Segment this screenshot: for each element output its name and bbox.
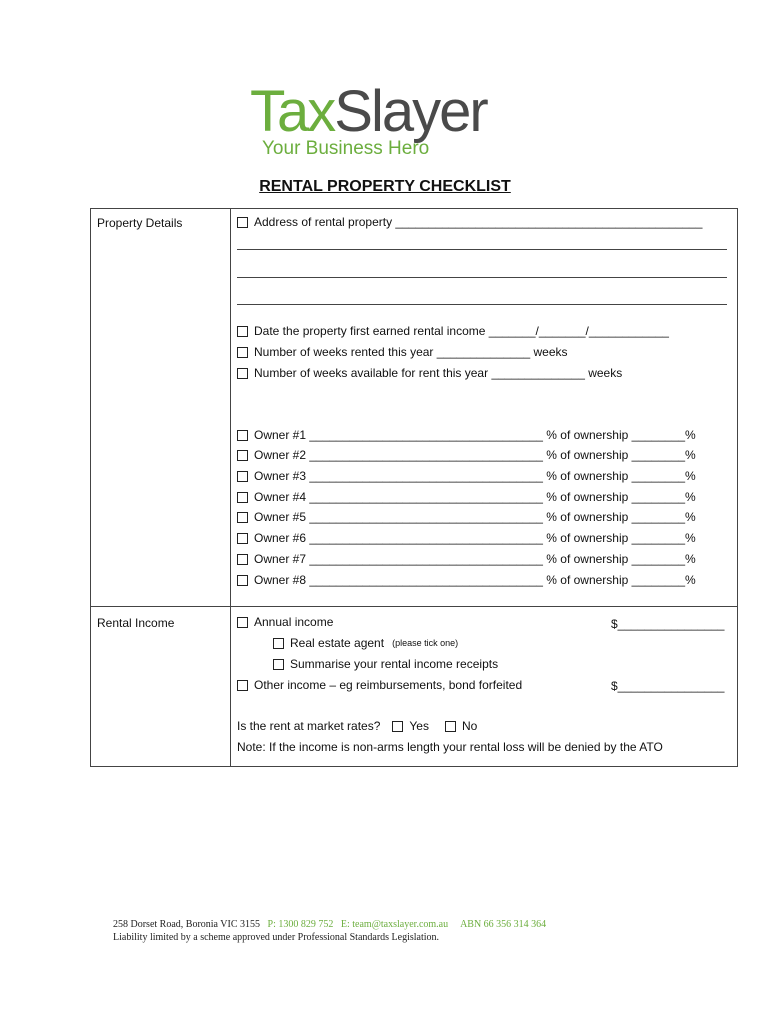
date-first-earned-row: [237, 324, 669, 338]
footer: [113, 918, 546, 944]
owner-6-label: Owner #6 ___________________________________ % of ownership ________%: [254, 531, 696, 545]
weeks-rented-checkbox[interactable]: [237, 347, 248, 358]
market-rate-yes-checkbox[interactable]: [392, 721, 403, 732]
owner-2-label: Owner #2 ___________________________________ % of ownership ________%: [254, 448, 696, 462]
please-tick-note: (please tick one): [392, 638, 459, 648]
logo-tax: Tax: [250, 79, 335, 144]
owner-8-label: Owner #8 ___________________________________ % of ownership ________%: [254, 573, 696, 587]
annual-income-label: Annual income: [254, 615, 334, 629]
address-line-3[interactable]: [237, 277, 727, 278]
footer-phone: P: 1300 829 752: [267, 919, 334, 930]
other-income-row: [237, 678, 522, 692]
owner-1-checkbox[interactable]: [237, 430, 248, 441]
owner-8-checkbox[interactable]: [237, 575, 248, 586]
annual-income-checkbox[interactable]: [237, 617, 248, 628]
owner-row: [237, 573, 696, 587]
owner-4-label: Owner #4 ___________________________________ % of ownership ________%: [254, 490, 696, 504]
logo-tagline: Your Business Hero: [262, 138, 430, 159]
owner-5-label: Owner #5 ___________________________________ % of ownership ________%: [254, 510, 696, 524]
page-title: RENTAL PROPERTY CHECKLIST: [259, 178, 511, 195]
owner-1-label: Owner #1 ___________________________________ % of ownership ________%: [254, 428, 696, 442]
real-estate-agent-checkbox[interactable]: [273, 638, 284, 649]
footer-contact-line: [113, 918, 546, 931]
footer-liability: Liability limited by a scheme approved under Professional Standards Legislation.: [113, 932, 440, 943]
owner-row: [237, 531, 696, 545]
section-divider: [91, 606, 737, 607]
address-label: Address of rental property ______________________________________________: [254, 215, 703, 229]
footer-abn: ABN 66 356 314 364: [460, 919, 547, 930]
non-arms-length-note: [237, 740, 663, 754]
owner-row: [237, 510, 696, 524]
weeks-rented-row: [237, 345, 568, 359]
summarise-checkbox[interactable]: [273, 659, 284, 670]
owner-3-label: Owner #3 ___________________________________ % of ownership ________%: [254, 469, 696, 483]
date-first-earned-checkbox[interactable]: [237, 326, 248, 337]
date-first-earned-label: Date the property first earned rental income _______/_______/____________: [254, 324, 669, 338]
logo-wordmark: [250, 80, 487, 144]
owner-7-label: Owner #7 ___________________________________ % of ownership ________%: [254, 552, 696, 566]
summarise-row: [273, 657, 498, 671]
address-line-4[interactable]: [237, 304, 727, 305]
summarise-label: Summarise your rental income receipts: [290, 657, 499, 671]
owner-7-checkbox[interactable]: [237, 554, 248, 565]
owner-row: [237, 552, 696, 566]
footer-email[interactable]: E: team@taxslayer.com.au: [340, 919, 449, 930]
market-rate-no-label: No: [461, 719, 478, 733]
market-rate-question: Is the rent at market rates?: [237, 719, 381, 733]
owner-4-checkbox[interactable]: [237, 492, 248, 503]
footer-address: 258 Dorset Road, Boronia VIC 3155: [113, 919, 261, 930]
weeks-available-checkbox[interactable]: [237, 368, 248, 379]
note-text: Note: If the income is non-arms length your rental loss will be denied by the ATO: [237, 740, 663, 754]
market-rate-yes-label: Yes: [409, 719, 429, 733]
owner-row: [237, 490, 696, 504]
owner-6-checkbox[interactable]: [237, 533, 248, 544]
real-estate-agent-row: [273, 636, 458, 650]
other-income-checkbox[interactable]: [237, 680, 248, 691]
owner-row: [237, 448, 696, 462]
taxslayer-logo: [250, 80, 525, 162]
checklist-table: [90, 208, 738, 767]
owner-2-checkbox[interactable]: [237, 450, 248, 461]
rental-income-label: Rental Income: [97, 616, 175, 630]
owner-row: [237, 469, 696, 483]
owner-5-checkbox[interactable]: [237, 512, 248, 523]
real-estate-agent-label: Real estate agent: [290, 636, 385, 650]
owner-3-checkbox[interactable]: [237, 471, 248, 482]
address-line-2[interactable]: [237, 249, 727, 250]
market-rate-row: [237, 719, 477, 733]
address-checkbox[interactable]: [237, 217, 248, 228]
owner-row: [237, 428, 696, 442]
other-income-label: Other income – eg reimbursements, bond forfeited: [254, 678, 523, 692]
weeks-available-label: Number of weeks available for rent this year ______________ weeks: [254, 366, 623, 380]
column-divider: [230, 209, 231, 766]
other-income-amount[interactable]: $________________: [611, 679, 725, 693]
address-row: [237, 215, 702, 229]
market-rate-no-checkbox[interactable]: [445, 721, 456, 732]
weeks-rented-label: Number of weeks rented this year ______________ weeks: [254, 345, 568, 359]
annual-income-amount[interactable]: $________________: [611, 617, 725, 631]
annual-income-row: [237, 615, 333, 629]
weeks-available-row: [237, 366, 622, 380]
logo-slayer: Slayer: [334, 79, 487, 144]
property-details-label: Property Details: [97, 216, 183, 230]
